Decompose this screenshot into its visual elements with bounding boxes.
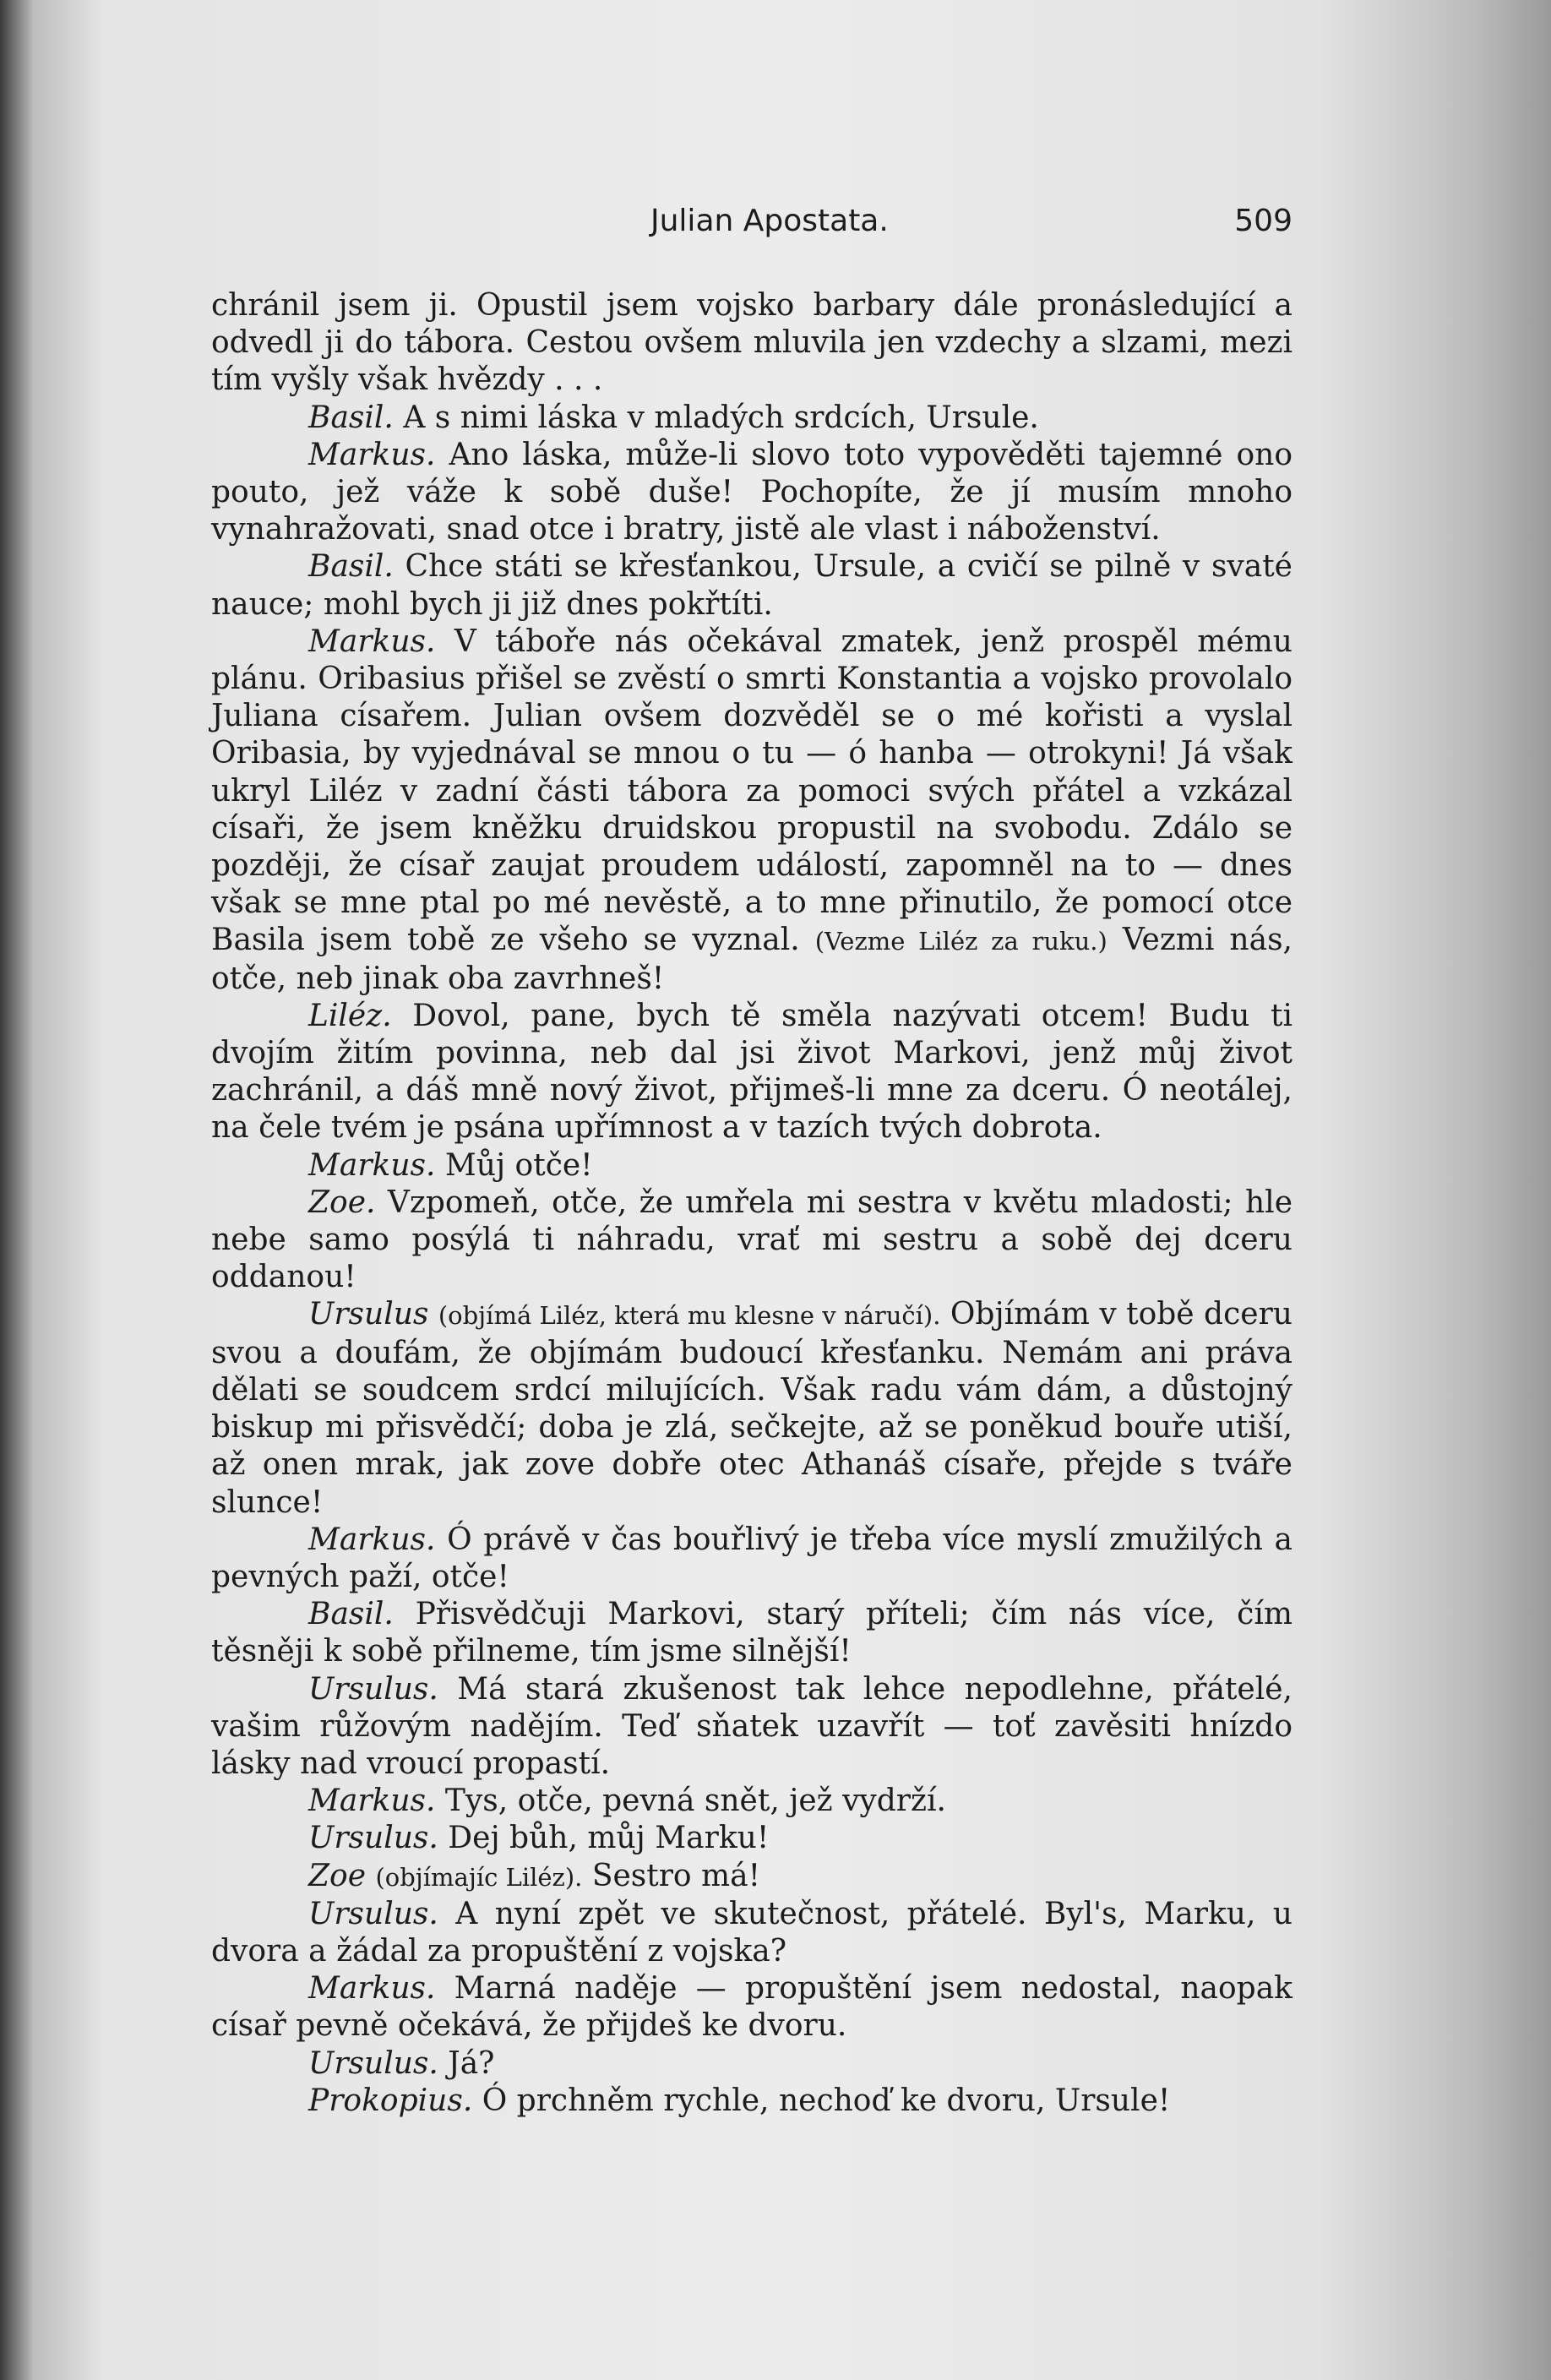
paragraph <box>211 1147 1292 1185</box>
paragraph-text: Vzpomeň, otče, že umřela mi sestra v květu mladosti; hle nebe samo posýlá ti náhradu, vrať mi sestru a sobě dej dceru oddanou! <box>211 1185 1292 1295</box>
paragraph <box>211 2083 1292 2120</box>
speaker-name: Markus. <box>308 624 436 659</box>
speaker-name: Ursulus. <box>308 1821 438 1856</box>
paragraph <box>211 1896 1292 1970</box>
speaker-name: Markus. <box>308 1971 436 2007</box>
speaker-name: Zoe <box>308 1858 366 1893</box>
book-page <box>211 194 1292 2205</box>
page-body <box>211 287 1292 2120</box>
paragraph <box>211 998 1292 1147</box>
paragraph-text: Ano láska, může-li slovo toto vypověděti tajemné ono pouto, jež váže k sobě duše! Pochopíte, že jí musím mnoho vynahražovati, snad otce i bratry, jistě ale vlast i náboženství. <box>211 437 1292 547</box>
paragraph <box>211 1596 1292 1670</box>
paragraph-text: Můj otče! <box>444 1147 593 1183</box>
page-number: 509 <box>1234 204 1292 238</box>
paragraph-text: Má stará zkušenost tak lehce nepodlehne, přátelé, vašim růžovým nadějím. Teď sňatek uzavřít — toť zavěsiti hnízdo lásky nad vroucí propastí. <box>211 1671 1292 1781</box>
paragraph-text: V táboře nás očekával zmatek, jenž prospěl mému plánu. Oribasius přišel se zvěstí o smrti Konstantia a vojsko provolalo Juliana císařem. Julian ovšem dozvěděl se o mé kořisti a vyslal Oribasia, by vyjednával se mnou o tu — ó hanba — otrokyni! Já však ukryl Liléz v zadní části tábora za pomoci svých přátel a vzkázal císaři, že jsem kněžku druidskou propustil na svobodu. Zdálo se později, že císař zaujat proudem událostí, zapomněl na to — dnes však se mne ptal po mé nevěstě, a to mne přinutilo, že pomocí otce Basila jsem tobě ze všeho se vyznal. <box>211 624 1292 958</box>
speaker-name: Basil. <box>308 1597 394 1632</box>
stage-direction: (Vezme Liléz za ruku.) <box>814 927 1107 956</box>
paragraph-text: Vezmi nás, otče, neb jinak oba zavrhneš! <box>211 923 1293 996</box>
paragraph-text: Chce státi se křesťankou, Ursule, a cvičí se pilně v svaté nauce; mohl bych ji již dnes pokřtíti. <box>211 549 1292 622</box>
paragraph <box>211 1858 1292 1896</box>
paragraph-text: Ó prchněm rychle, nechoď ke dvoru, Ursule! <box>482 2083 1171 2118</box>
speaker-name: Basil. <box>308 400 394 435</box>
paragraph-text: Ó právě v čas bouřlivý je třeba více myslí zmužilých a pevných paží, otče! <box>211 1522 1292 1594</box>
paragraph <box>211 437 1292 549</box>
speaker-name: Markus. <box>308 437 436 472</box>
paragraph <box>211 1522 1292 1596</box>
paragraph-text: Objímám v tobě dceru svou a doufám, že objímám budoucí křesťanku. Nemám ani práva dělati se soudcem srdcí milujících. Však radu vám dám, a důstojný biskup mi přisvědčí; doba je zlá, sečkejte, až se poněkud bouře utiší, až onen mrak, jak zove dobře otec Athanáš císaře, přejde s tváře slunce! <box>211 1297 1292 1520</box>
paragraph <box>211 400 1292 437</box>
stage-direction: (objímá Liléz, která mu klesne v náručí). <box>438 1301 941 1331</box>
speaker-name: Ursulus. <box>308 1896 438 1931</box>
speaker-name: Basil. <box>308 549 394 585</box>
speaker-name: Markus. <box>308 1522 436 1557</box>
speaker-name: Liléz. <box>308 998 392 1033</box>
paragraph-text: Přisvědčuji Markovi, starý příteli; čím nás více, čím těsněji k sobě přilneme, tím jsme silnější! <box>211 1597 1292 1669</box>
paragraph <box>211 624 1292 998</box>
paragraph-text: Tys, otče, pevná snět, jež vydrží. <box>444 1784 946 1819</box>
paragraph-text: Sestro má! <box>591 1858 761 1893</box>
speaker-name: Markus. <box>308 1784 436 1819</box>
speaker-name: Zoe. <box>308 1185 376 1220</box>
paragraph-text: chránil jsem ji. Opustil jsem vojsko barbary dále pronásledující a odvedl ji do tábora. Cestou ovšem mluvila jen vzdechy a slzami, mezi tím vyšly však hvězdy . . . <box>211 288 1292 398</box>
paragraph-text: Dovol, pane, bych tě směla nazývati otcem! Budu ti dvojím žitím povinna, neb dal jsi život Markovi, jenž můj život zachránil, a dáš mně nový život, přijmeš-li mne za dceru. Ó neotálej, na čele tvém je psána upřímnost a v tazích tvých dobrota. <box>211 998 1292 1146</box>
paragraph <box>211 1820 1292 1857</box>
paragraph-text: A nyní zpět ve skutečnost, přátelé. Byl's, Marku, u dvora a žádal za propuštění z vojska? <box>211 1896 1292 1969</box>
paragraph <box>211 548 1292 623</box>
paragraph-text: A s nimi láska v mladých srdcích, Ursule. <box>403 400 1039 435</box>
paragraph <box>211 1185 1292 1297</box>
paragraph-text: Marná naděje — propuštění jsem nedostal, naopak císař pevně očekává, že přijdeš ke dvoru. <box>211 1971 1292 2044</box>
paragraph <box>211 1783 1292 1820</box>
paragraph <box>211 1970 1292 2045</box>
paragraph <box>211 1671 1292 1784</box>
speaker-name: Prokopius. <box>308 2083 473 2118</box>
paragraph <box>211 287 1292 400</box>
stage-direction: (objímajíc Liléz). <box>375 1862 583 1892</box>
paragraph-text: Já? <box>448 2045 495 2081</box>
speaker-name: Ursulus <box>308 1297 429 1332</box>
running-title: Julian Apostata. <box>650 204 889 238</box>
speaker-name: Ursulus. <box>308 1671 438 1707</box>
speaker-name: Markus. <box>308 1147 436 1183</box>
paragraph-text: Dej bůh, můj Marku! <box>448 1821 770 1856</box>
paragraph <box>211 2045 1292 2083</box>
running-header <box>211 194 1292 245</box>
paragraph <box>211 1296 1292 1521</box>
speaker-name: Ursulus. <box>308 2045 438 2081</box>
